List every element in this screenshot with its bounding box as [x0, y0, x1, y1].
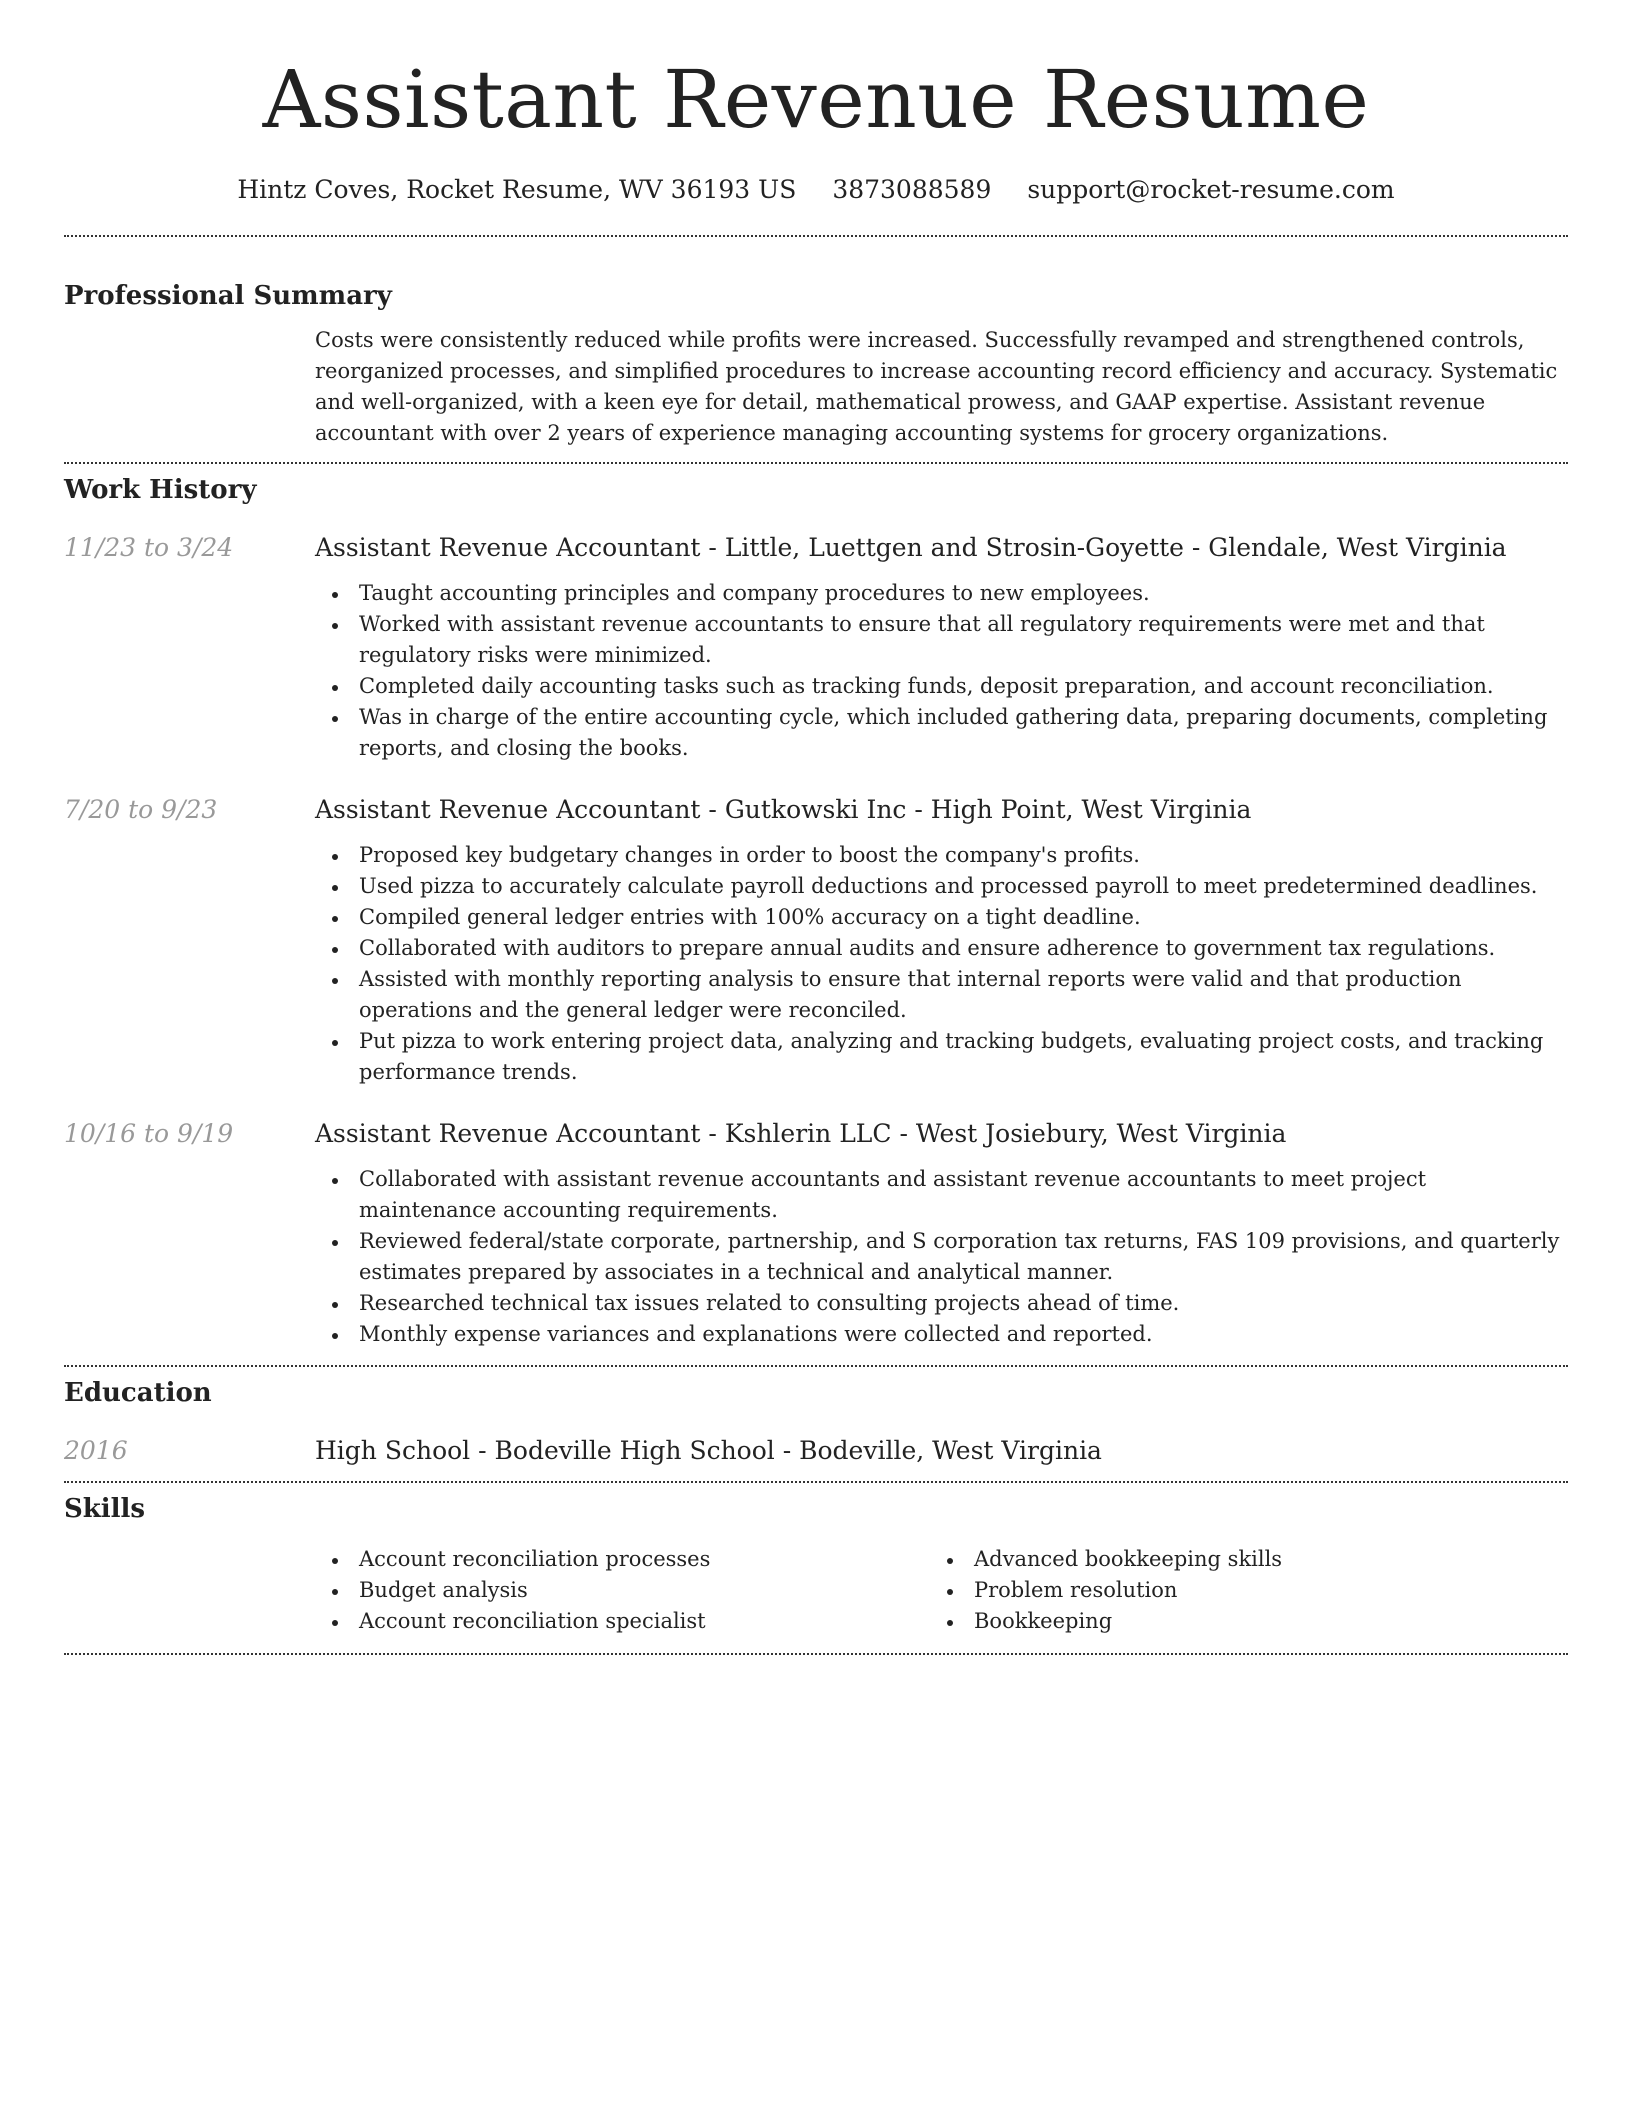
list-item: Account reconciliation specialist	[315, 1606, 930, 1637]
list-item: Bookkeeping	[930, 1606, 1545, 1637]
job-dates: 7/20 to 9/23	[64, 795, 218, 824]
list-item: Put pizza to work entering project data, analyzing and tracking budgets, evaluating project costs, and tracking performance trends.	[315, 1026, 1568, 1088]
skills-grid	[315, 1544, 1568, 1637]
summary-heading: Professional Summary	[64, 281, 392, 311]
summary-text: Costs were consistently reduced while profits were increased. Successfully revamped and strengthened controls, reorganized processes, and simplified procedures to increase accounting record efficiency and accuracy. Systematic and well-organized, with a keen eye for detail, mathematical prowess, and GAAP expertise. Assistant revenue accountant with over 2 years of experience managing accounting systems for grocery organizations.	[315, 328, 1558, 445]
job-dates: 10/16 to 9/19	[64, 1119, 234, 1148]
skills-list	[930, 1544, 1545, 1637]
job-bullets	[315, 840, 1568, 1088]
job-entry	[64, 1117, 1568, 1151]
skills-list	[315, 1544, 930, 1637]
work-history-heading: Work History	[64, 475, 257, 505]
job-bullets	[315, 1164, 1568, 1350]
education-heading-text: High School - Bodeville High School - Bodeville, West Virginia	[315, 1436, 1102, 1465]
job-dates: 11/23 to 3/24	[64, 533, 234, 562]
divider	[64, 1653, 1568, 1655]
skills-column-right	[930, 1544, 1545, 1637]
job-entry	[64, 531, 1568, 565]
list-item: Reviewed federal/state corporate, partnership, and S corporation tax returns, FAS 109 provisions, and quarterly estimates prepared by associates in a technical and analytical manner.	[315, 1226, 1568, 1288]
list-item: Researched technical tax issues related to consulting projects ahead of time.	[315, 1288, 1568, 1319]
list-item: Advanced bookkeeping skills	[930, 1544, 1545, 1575]
list-item: Budget analysis	[315, 1575, 930, 1606]
job-heading: Assistant Revenue Accountant - Kshlerin LLC - West Josiebury, West Virginia	[315, 1119, 1287, 1148]
list-item: Taught accounting principles and company procedures to new employees.	[315, 578, 1568, 609]
list-item: Was in charge of the entire accounting cycle, which included gathering data, preparing documents, completing reports, and closing the books.	[315, 702, 1568, 764]
skills-column-left	[315, 1544, 930, 1637]
list-item: Compiled general ledger entries with 100% accuracy on a tight deadline.	[315, 902, 1568, 933]
list-item: Account reconciliation processes	[315, 1544, 930, 1575]
list-item: Problem resolution	[930, 1575, 1545, 1606]
education-entry	[64, 1434, 1568, 1468]
list-item: Assisted with monthly reporting analysis to ensure that internal reports were valid and that production operations and the general ledger were reconciled.	[315, 964, 1568, 1026]
resume-page	[64, 0, 1568, 1655]
list-item: Monthly expense variances and explanations were collected and reported.	[315, 1319, 1568, 1350]
list-item: Collaborated with assistant revenue accountants and assistant revenue accountants to meet project maintenance accounting requirements.	[315, 1164, 1568, 1226]
list-item: Used pizza to accurately calculate payroll deductions and processed payroll to meet predetermined deadlines.	[315, 871, 1568, 902]
contact-phone: 3873088589	[832, 175, 992, 204]
job-heading: Assistant Revenue Accountant - Gutkowski Inc - High Point, West Virginia	[315, 795, 1252, 824]
list-item: Proposed key budgetary changes in order to boost the company's profits.	[315, 840, 1568, 871]
job-bullets	[315, 578, 1568, 764]
list-item: Collaborated with auditors to prepare annual audits and ensure adherence to government tax regulations.	[315, 933, 1568, 964]
contact-address: Hintz Coves, Rocket Resume, WV 36193 US	[237, 175, 797, 204]
resume-title: Assistant Revenue Resume	[262, 53, 1370, 146]
education-year: 2016	[64, 1436, 128, 1465]
list-item: Worked with assistant revenue accountants to ensure that all regulatory requirements were met and that regulatory risks were minimized.	[315, 609, 1568, 671]
contact-line	[64, 174, 1568, 206]
skills-heading: Skills	[64, 1494, 146, 1524]
job-entry	[64, 793, 1568, 827]
contact-email: support@rocket-resume.com	[1027, 175, 1395, 204]
list-item: Completed daily accounting tasks such as tracking funds, deposit preparation, and account reconciliation.	[315, 671, 1568, 702]
job-heading: Assistant Revenue Accountant - Little, Luettgen and Strosin-Goyette - Glendale, West Virginia	[315, 533, 1507, 562]
education-heading: Education	[64, 1378, 212, 1408]
resume-header	[64, 0, 1568, 206]
